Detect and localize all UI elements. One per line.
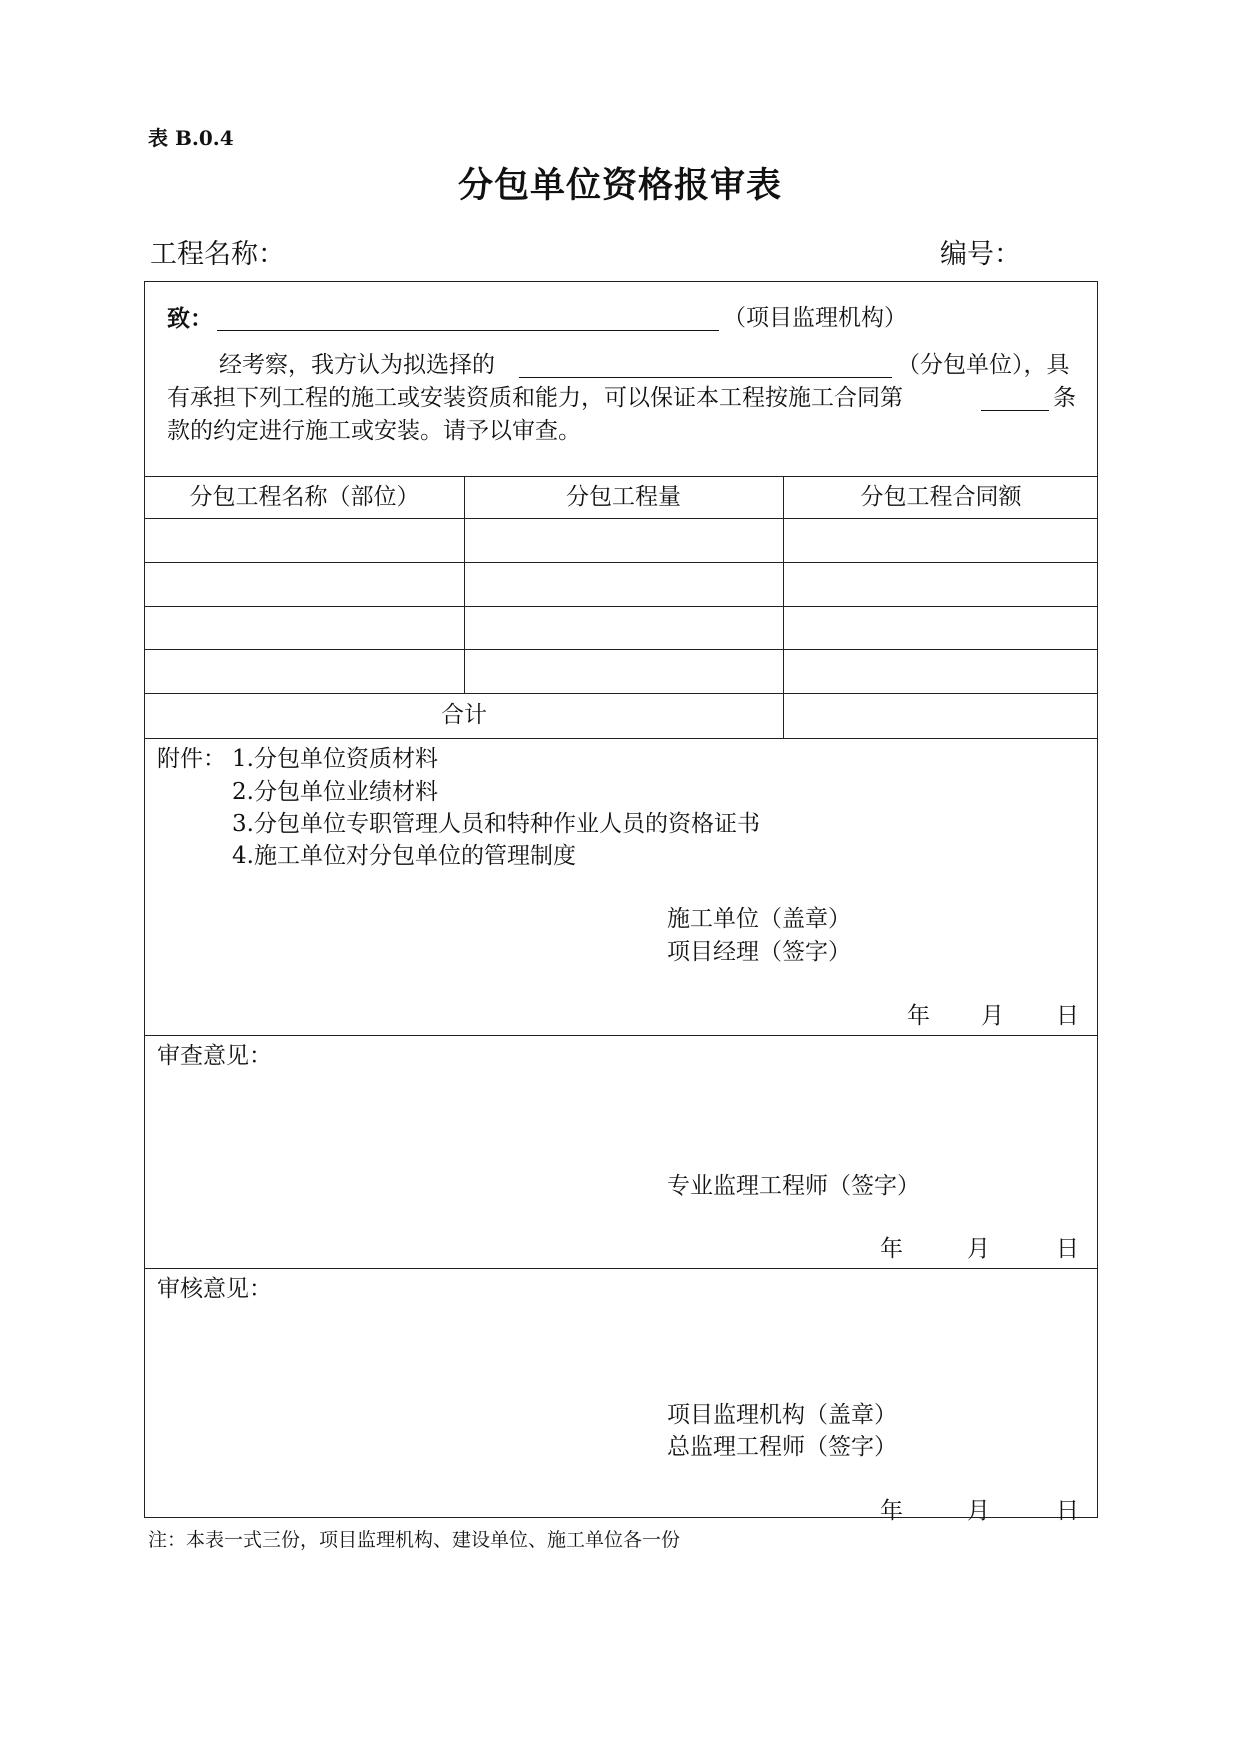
divider: [145, 1268, 1097, 1269]
subcontractor-blank[interactable]: [519, 377, 892, 378]
project-name-label: 工程名称：: [150, 239, 285, 270]
attachment-item: 4.施工单位对分包单位的管理制度: [232, 843, 576, 869]
intro-prefix: 经考察，我方认为拟选择的: [219, 352, 495, 378]
column-header-name: 分包工程名称（部位）: [189, 484, 420, 510]
divider: [145, 606, 1097, 607]
date-year: 年: [880, 1498, 903, 1524]
date-month: 月: [981, 1003, 1004, 1029]
divider: [145, 476, 1097, 477]
date-month: 月: [967, 1236, 990, 1262]
date-year: 年: [907, 1003, 930, 1029]
to-label: 致：: [167, 305, 213, 332]
divider: [145, 693, 1097, 694]
intro-line-3: 款的约定进行施工或安装。请予以审查。: [167, 418, 581, 444]
column-header-quantity: 分包工程量: [566, 484, 681, 510]
column-divider: [783, 476, 784, 738]
date-year: 年: [880, 1236, 903, 1262]
total-label: 合计: [441, 702, 487, 728]
attachment-item: 1.分包单位资质材料: [232, 746, 438, 772]
chief-engineer-sign: 总监理工程师（签字）: [667, 1434, 897, 1460]
intro-line-2: 有承担下列工程的施工或安装资质和能力，可以保证本工程按施工合同第: [167, 385, 903, 411]
intro-line-2-suffix: 条: [1053, 385, 1076, 411]
divider: [145, 562, 1097, 563]
attachment-item: 3.分包单位专职管理人员和特种作业人员的资格证书: [232, 811, 760, 837]
construction-unit-seal: 施工单位（盖章）: [667, 906, 851, 932]
column-header-amount: 分包工程合同额: [860, 484, 1022, 510]
review-label: 审查意见：: [157, 1043, 272, 1069]
supervision-org-blank[interactable]: [217, 330, 719, 331]
attachment-item: 2.分包单位业绩材料: [232, 779, 438, 805]
date-day: 日: [1056, 1498, 1079, 1524]
divider: [145, 1035, 1097, 1036]
contract-clause-blank[interactable]: [981, 410, 1049, 411]
audit-label: 审核意见：: [157, 1276, 272, 1302]
number-label: 编号：: [940, 239, 1021, 270]
attachments-label: 附件：: [157, 746, 226, 772]
supervision-org-seal: 项目监理机构（盖章）: [667, 1402, 897, 1428]
to-suffix: （项目监理机构）: [723, 305, 907, 331]
divider: [145, 738, 1097, 739]
table-number: 表 B.0.4: [148, 126, 234, 150]
project-manager-sign: 项目经理（签字）: [667, 939, 851, 965]
footnote: 注：本表一式三份，项目监理机构、建设单位、施工单位各一份: [148, 1529, 681, 1551]
divider: [145, 518, 1097, 519]
intro-suffix: （分包单位），具: [897, 352, 1070, 378]
divider: [145, 649, 1097, 650]
specialty-engineer-sign: 专业监理工程师（签字）: [667, 1173, 920, 1199]
date-day: 日: [1056, 1236, 1079, 1262]
date-day: 日: [1056, 1003, 1079, 1029]
form-title: 分包单位资格报审表: [457, 165, 782, 206]
form-frame: [144, 281, 1098, 1524]
date-month: 月: [967, 1498, 990, 1524]
